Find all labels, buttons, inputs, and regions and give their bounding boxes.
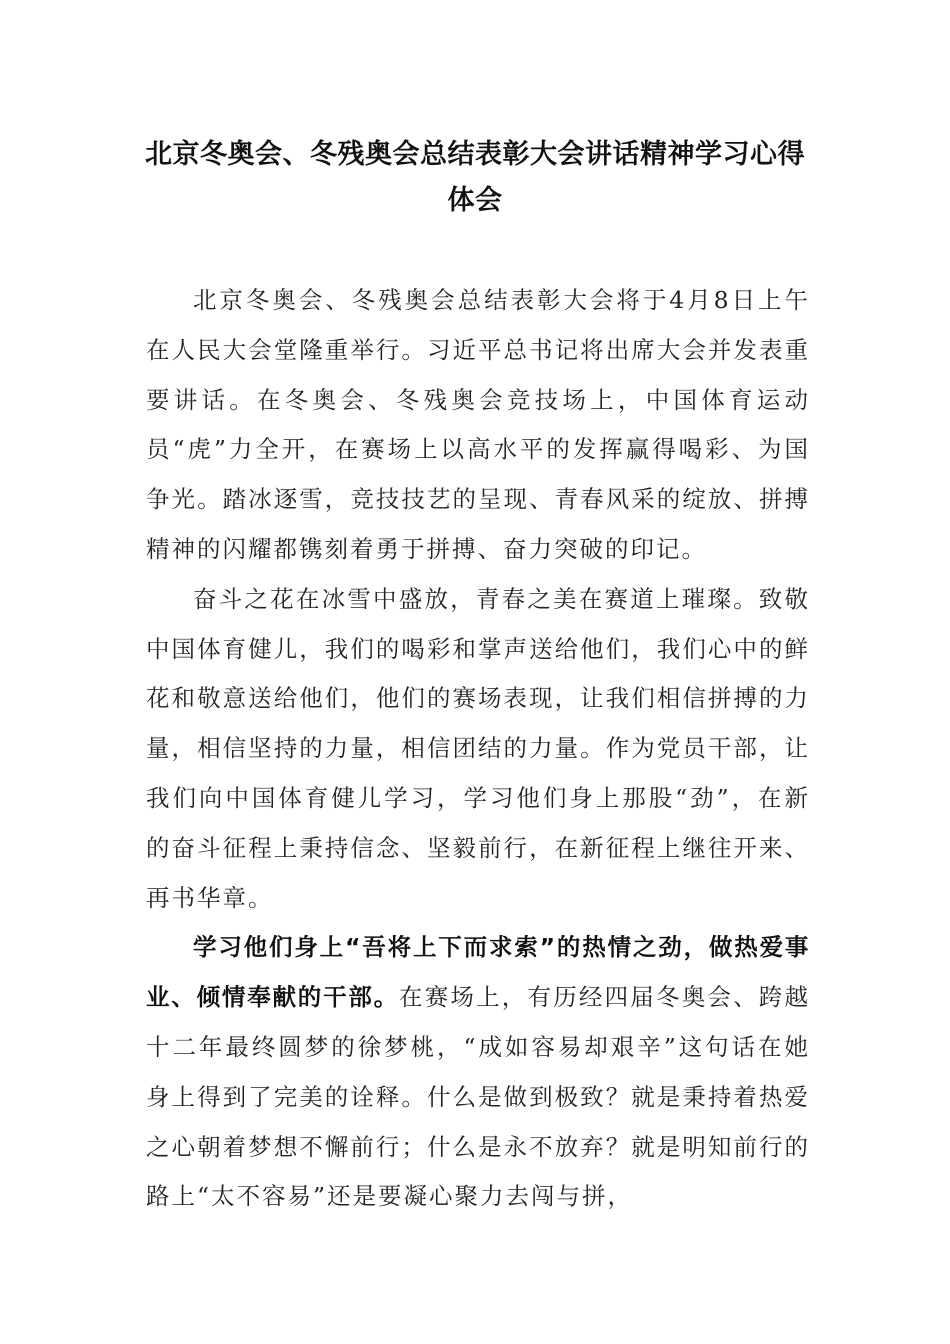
paragraph-3-text: 在赛场上，有历经四届冬奥会、跨越十二年最终圆梦的徐梦桃，“成如容易却艰辛”这句话在她身上得到了完美的诠释。什么是做到极致？就是秉持着热爱之心朝着梦想不懈前行；什么是永不放弃？就是明知前行的路上“太不容易”还是要凝心聚力去闯与拼， (146, 983, 810, 1211)
paragraph-1-text: 北京冬奥会、冬残奥会总结表彰大会将于4月8日上午在人民大会堂隆重举行。习近平总书记将出席大会并发表重要讲话。在冬奥会、冬残奥会竞技场上，中国体育运动员“虎”力全开，在赛场上以高水平的发挥赢得喝彩、为国争光。踏冰逐雪，竞技技艺的呈现、青春风采的绽放、拼搏精神的闪耀都镌刻着勇于拼搏、奋力突破的印记。 (146, 286, 810, 563)
document-body (146, 276, 810, 1222)
paragraph-2 (146, 575, 810, 924)
document-title: 北京冬奥会、冬残奥会总结表彰大会讲话精神学习心得体会 (145, 139, 805, 216)
paragraph-1 (146, 276, 810, 575)
paragraph-3-lead: 学习他们身上“吾将上下而求索”的热情之劲，做热爱事业、倾情奉献的干部。 (146, 933, 810, 1012)
paragraph-2-text: 奋斗之花在冰雪中盛放，青春之美在赛道上璀璨。致敬中国体育健儿，我们的喝彩和掌声送给他们，我们心中的鲜花和敬意送给他们，他们的赛场表现，让我们相信拼搏的力量，相信坚持的力量，相信团结的力量。作为党员干部，让我们向中国体育健儿学习，学习他们身上那股“劲”，在新的奋斗征程上秉持信念、坚毅前行，在新征程上继往开来、再书华章。 (146, 584, 810, 912)
paragraph-3 (146, 923, 810, 1222)
